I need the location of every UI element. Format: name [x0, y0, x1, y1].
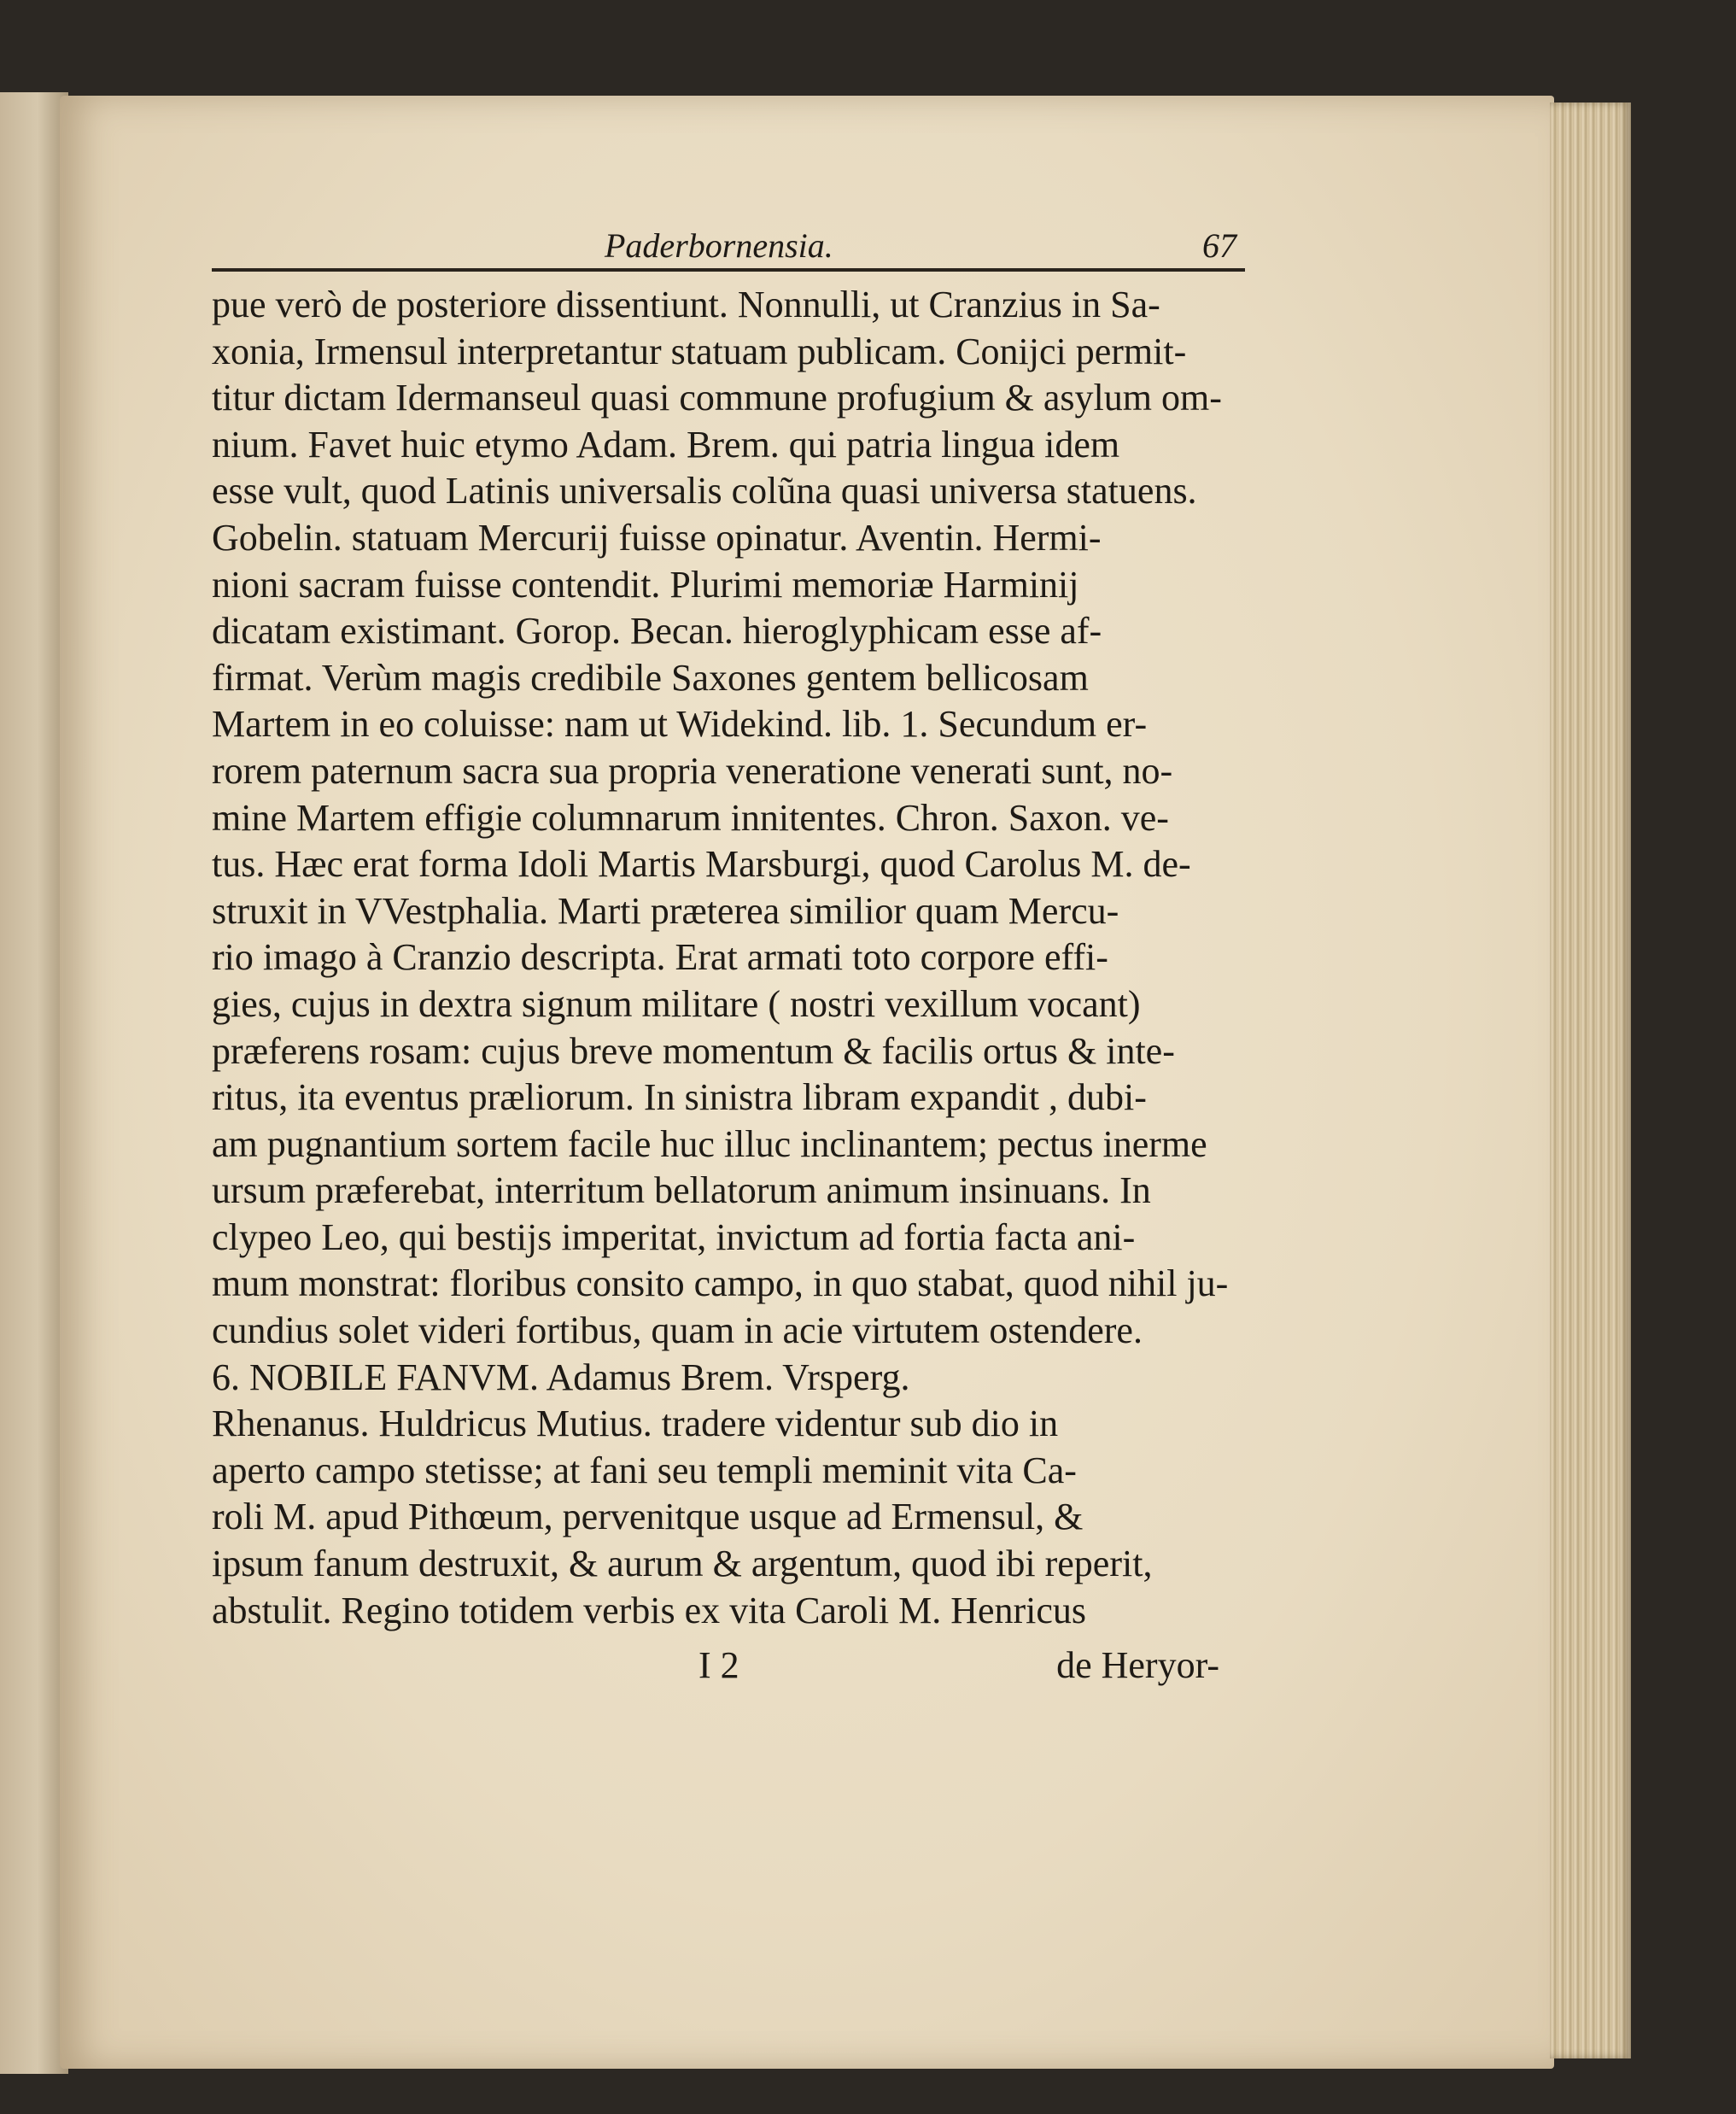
- text-line: aperto campo stetisse; at fani seu templi meminit vita Ca-: [212, 1449, 1077, 1491]
- text-line: cundius solet videri fortibus, quam in acie virtutem ostendere.: [212, 1309, 1143, 1352]
- text-line: Gobelin. statuam Mercurij fuisse opinatur. Aventin. Hermi-: [212, 516, 1102, 559]
- text-line: præferens rosam: cujus breve momentum & facilis ortus & inte-: [212, 1029, 1175, 1072]
- header-rule: [212, 268, 1245, 272]
- text-line: nioni sacram fuisse contendit. Plurimi memoriæ Harminij: [212, 563, 1079, 606]
- text-line: titur dictam Idermanseul quasi commune profugium & asylum om-: [212, 377, 1222, 419]
- body-text: [212, 282, 1245, 1634]
- text-line: gies, cujus in dextra signum militare ( nostri vexillum vocant): [212, 982, 1141, 1025]
- text-line: ritus, ita eventus præliorum. In sinistra libram expandit , dubi-: [212, 1076, 1147, 1119]
- text-line: roli M. apud Pithœum, pervenitque usque ad Ermensul, &: [212, 1496, 1084, 1538]
- text-line: Rhenanus. Huldricus Mutius. tradere videntur sub dio in: [212, 1403, 1059, 1445]
- page-number: 67: [1202, 226, 1236, 265]
- text-line: struxit in VVestphalia. Marti præterea similior quam Mercu-: [212, 889, 1119, 932]
- text-line: nium. Favet huic etymo Adam. Brem. qui patria lingua idem: [212, 423, 1120, 466]
- text-line: rorem paternum sacra sua propria veneratione venerati sunt, no-: [212, 749, 1173, 792]
- page-header: [212, 224, 1245, 275]
- page-footer: [212, 1643, 1245, 1695]
- page-stack-edges: [1550, 102, 1631, 2058]
- text-line: mine Martem effigie columnarum innitentes. Chron. Saxon. ve-: [212, 796, 1169, 839]
- text-line: am pugnantium sortem facile huc illuc inclinantem; pectus inerme: [212, 1122, 1207, 1165]
- text-line: tus. Hæc erat forma Idoli Martis Marsburgi, quod Carolus M. de-: [212, 843, 1191, 886]
- text-line: dicatam existimant. Gorop. Becan. hieroglyphicam esse af-: [212, 610, 1102, 653]
- text-line: esse vult, quod Latinis universalis colũna quasi universa statuens.: [212, 470, 1197, 512]
- text-line: abstulit. Regino totidem verbis ex vita Caroli M. Henricus: [212, 1589, 1087, 1631]
- text-line: xonia, Irmensul interpretantur statuam publicam. Conijci permit-: [212, 330, 1187, 372]
- text-line: rio imago à Cranzio descripta. Erat armati toto corpore effi-: [212, 936, 1108, 979]
- running-title: Paderbornensia.: [605, 226, 833, 265]
- facing-page-edge: [0, 92, 68, 2074]
- text-line: 6. NOBILE FANVM. Adamus Brem. Vrsperg.: [212, 1356, 910, 1398]
- text-line: mum monstrat: floribus consito campo, in quo stabat, quod nihil ju-: [212, 1262, 1229, 1305]
- text-line: clypeo Leo, qui bestijs imperitat, invictum ad fortia facta ani-: [212, 1215, 1136, 1258]
- catchword: de Heryor-: [1056, 1644, 1219, 1686]
- text-line: Martem in eo coluisse: nam ut Widekind. lib. 1. Secundum er-: [212, 703, 1148, 746]
- text-line: pue verò de posteriore dissentiunt. Nonnulli, ut Cranzius in Sa-: [212, 284, 1160, 325]
- text-line: firmat. Verùm magis credibile Saxones gentem bellicosam: [212, 656, 1089, 699]
- text-line: ipsum fanum destruxit, & aurum & argentum, quod ibi reperit,: [212, 1543, 1153, 1585]
- text-line: ursum præferebat, interritum bellatorum animum insinuans. In: [212, 1169, 1151, 1212]
- signature-mark: I 2: [698, 1644, 739, 1686]
